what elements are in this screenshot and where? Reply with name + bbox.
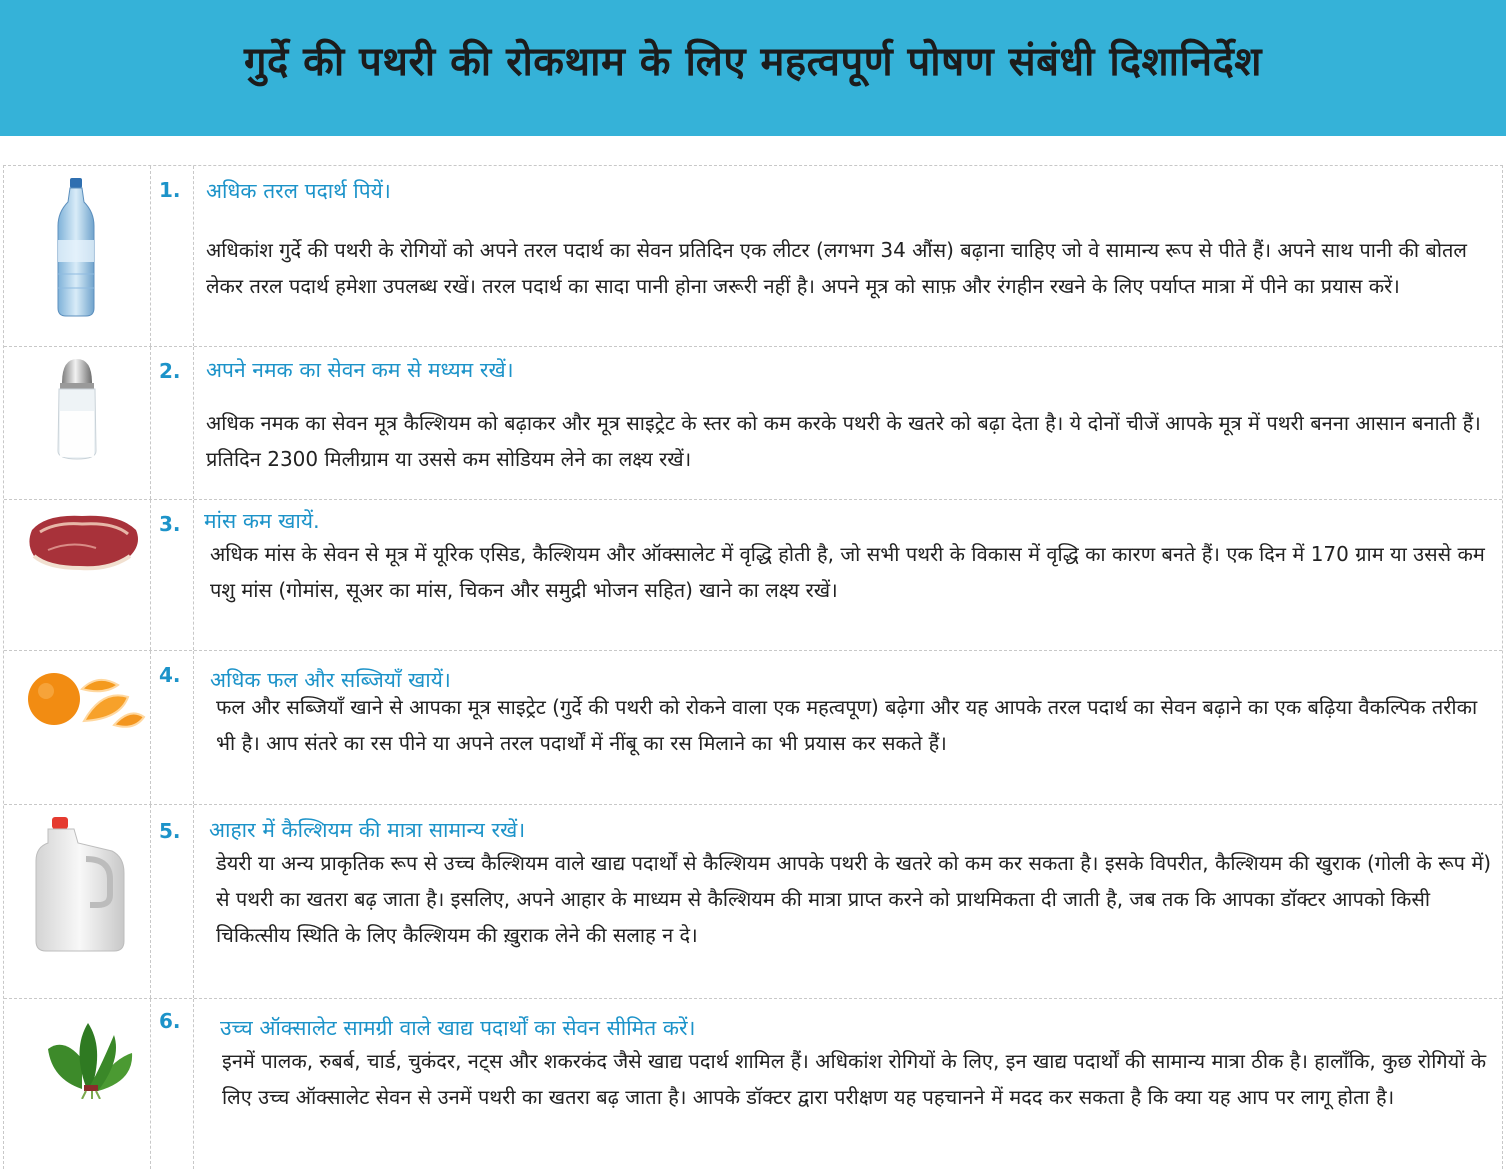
- item-number: 6.: [159, 1009, 181, 1033]
- item-number: 5.: [159, 819, 181, 843]
- item-number: 3.: [159, 512, 181, 536]
- number-cell: [151, 166, 194, 346]
- number-cell: [151, 500, 194, 650]
- guideline-row-5: [4, 805, 1502, 999]
- item-heading: अपने नमक का सेवन कम से मध्यम रखें।: [206, 358, 514, 382]
- number-cell: [151, 347, 194, 499]
- item-text: फल और सब्जियाँ खाने से आपका मूत्र साइट्रेट (गुर्दे की पथरी को रोकने वाला एक महत्वपूण) बढ़ेगा और यह आपके तरल पदार्थ का सेवन बढ़ाने का एक बढ़िया वैकल्पिक तरीका भी है। आप संतरे का रस पीने या अपने तरल पदार्थों में नींबू का रस मिलाने का भी प्रयास कर सकते हैं।: [216, 695, 1478, 755]
- image-cell: [4, 347, 151, 499]
- image-cell: [4, 805, 151, 998]
- item-text: इनमें पालक, रुबर्ब, चार्ड, चुकंदर, नट्स और शकरकंद जैसे खाद्य पदार्थ शामिल हैं। अधिकांश रोगियों के लिए, इन खाद्य पदार्थों की सामान्य मात्रा ठीक है। हालाँकि, कुछ रोगियों के लिए उच्च ऑक्सालेट सेवन से उनमें पथरी का खतरा बढ़ जाता है। आपके डॉक्टर द्वारा परीक्षण यह पहचानने में मदद कर सकता है कि क्या यह आप पर लागू होता है।: [222, 1049, 1487, 1109]
- image-cell: [4, 651, 151, 804]
- item-heading: उच्च ऑक्सालेट सामग्री वाले खाद्य पदार्थों का सेवन सीमित करें।: [220, 1016, 696, 1040]
- guideline-row-4: [4, 651, 1502, 805]
- orange-fruit-icon: [22, 667, 146, 737]
- item-number: 2.: [159, 359, 181, 383]
- item-heading: अधिक फल और सब्जियाँ खायें।: [210, 668, 451, 692]
- spinach-leaves-icon: [42, 1019, 138, 1099]
- salt-shaker-icon: [54, 355, 100, 461]
- item-heading: आहार में कैल्शियम की मात्रा सामान्य रखें।: [209, 818, 526, 842]
- item-number: 4.: [159, 663, 181, 687]
- item-heading: अधिक तरल पदार्थ पियें।: [206, 179, 391, 203]
- guideline-row-3: [4, 500, 1502, 651]
- number-cell: [151, 651, 194, 804]
- number-cell: [151, 999, 194, 1169]
- item-heading: मांस कम खायें.: [204, 509, 320, 533]
- guidelines-table: [3, 165, 1503, 1169]
- number-cell: [151, 805, 194, 998]
- item-text: अधिक मांस के सेवन से मूत्र में यूरिक एसिड, कैल्शियम और ऑक्सालेट में वृद्धि होती है, जो सभी पथरी के विकास में वृद्धि का कारण बनते हैं। एक दिन में 170 ग्राम या उससे कम पशु मांस (गोमांस, सूअर का मांस, चिकन और समुद्री भोजन सहित) खाने का लक्ष्य रखें।: [210, 542, 1485, 602]
- guideline-row-6: [4, 999, 1502, 1169]
- image-cell: [4, 999, 151, 1169]
- guideline-row-2: [4, 347, 1502, 500]
- item-text: अधिक नमक का सेवन मूत्र कैल्शियम को बढ़ाकर और मूत्र साइट्रेट के स्तर को कम करके पथरी के खतरे को बढ़ा देता है। ये दोनों चीजें आपके मूत्र में पथरी बनना आसान बनाती हैं। प्रतिदिन 2300 मिलीग्राम या उससे कम सोडियम लेने का लक्ष्य रखें।: [206, 411, 1481, 471]
- meat-steak-icon: [26, 510, 142, 572]
- image-cell: [4, 166, 151, 346]
- image-cell: [4, 500, 151, 650]
- milk-jug-icon: [32, 817, 128, 953]
- item-text: अधिकांश गुर्दे की पथरी के रोगियों को अपने तरल पदार्थ का सेवन प्रतिदिन एक लीटर (लगभग 34 औंस) बढ़ाना चाहिए जो वे सामान्य रूप से पीते हैं। अपने साथ पानी की बोतल लेकर तरल पदार्थ हमेशा उपलब्ध रखें। तरल पदार्थ का सादा पानी होना जरूरी नहीं है। अपने मूत्र को साफ़ और रंगहीन रखने के लिए पर्याप्त मात्रा में पीने का प्रयास करें।: [206, 238, 1467, 298]
- water-bottle-icon: [56, 178, 96, 318]
- item-text: डेयरी या अन्य प्राकृतिक रूप से उच्च कैल्शियम वाले खाद्य पदार्थों से कैल्शियम आपके पथरी के खतरे को कम कर सकता है। इसके विपरीत, कैल्शियम की खुराक (गोली के रूप में) से पथरी का खतरा बढ़ जाता है। इसलिए, अपने आहार के माध्यम से कैल्शियम की मात्रा प्राप्त करने को प्राथमिकता दी जाती है, जब तक कि आपका डॉक्टर आपको किसी चिकित्सीय स्थिति के लिए कैल्शियम की ख़ुराक लेने की सलाह न दे।: [216, 851, 1492, 947]
- title-banner: [0, 0, 1506, 136]
- item-number: 1.: [159, 178, 181, 202]
- guideline-row-1: [4, 166, 1502, 347]
- page-title: गुर्दे की पथरी की रोकथाम के लिए महत्वपूर्ण पोषण संबंधी दिशानिर्देश: [243, 39, 1263, 85]
